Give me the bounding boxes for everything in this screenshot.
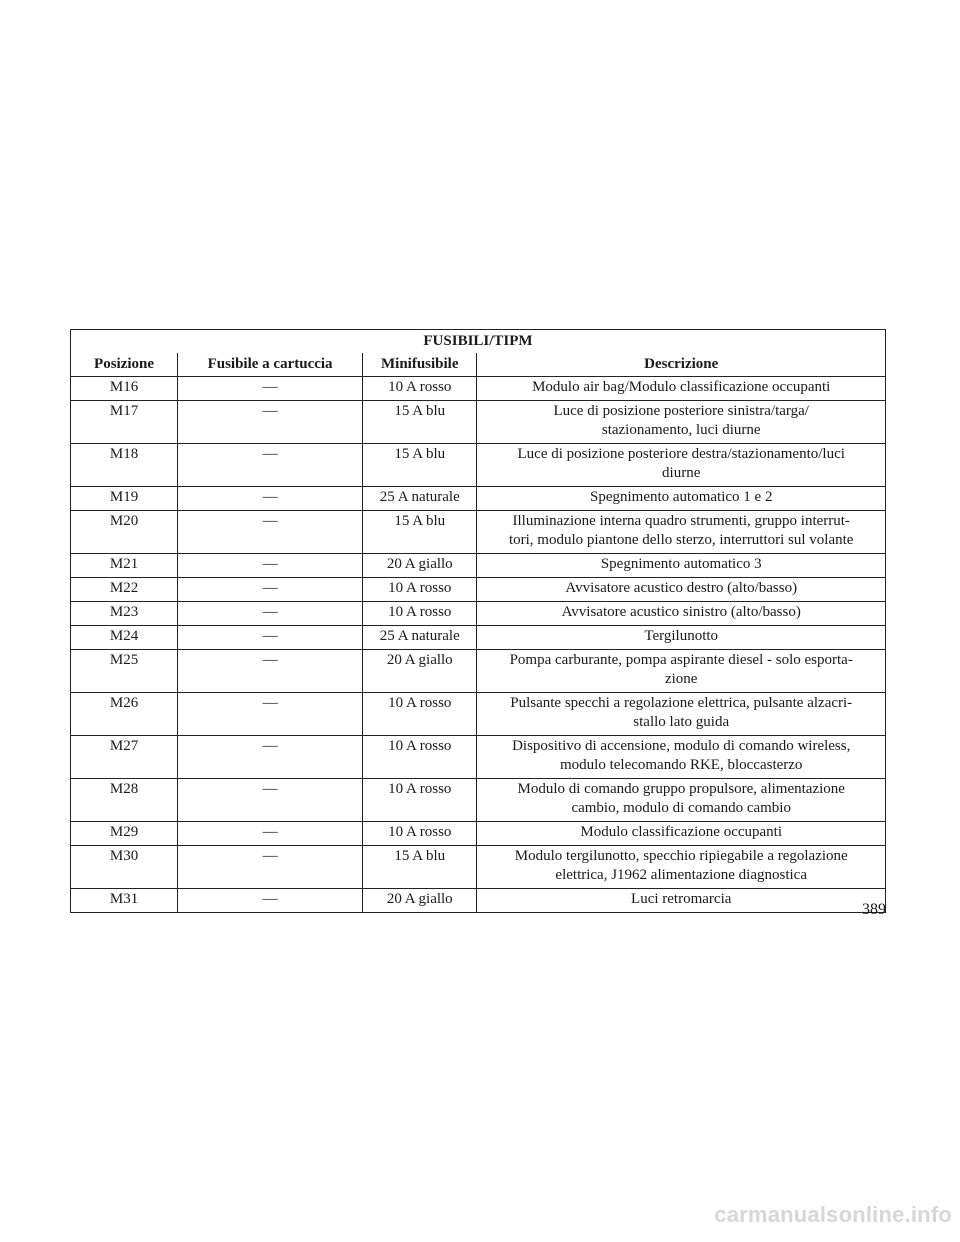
description-line: Pulsante specchi a regolazione elettrica, pulsante alzacri- (510, 695, 853, 711)
page-number: 389 (862, 901, 886, 918)
cell-fusibile-cartuccia: — (178, 822, 363, 846)
cell-minifusibile: 25 A naturale (363, 626, 477, 650)
cell-posizione: M24 (71, 626, 178, 650)
cell-posizione: M27 (71, 736, 178, 779)
cell-descrizione (477, 736, 886, 779)
cell-descrizione (477, 822, 886, 846)
description-line: zione (664, 671, 698, 687)
description-line: stazionamento, luci diurne (601, 422, 761, 438)
cell-descrizione (477, 401, 886, 444)
table-row (71, 779, 886, 822)
cell-minifusibile: 10 A rosso (363, 779, 477, 822)
description-line: Illuminazione interna quadro strumenti, gruppo interrut- (512, 513, 850, 529)
cell-minifusibile: 20 A giallo (363, 650, 477, 693)
cell-fusibile-cartuccia: — (178, 602, 363, 626)
table-row (71, 626, 886, 650)
description-line: Luce di posizione posteriore destra/stazionamento/luci (517, 446, 845, 462)
cell-minifusibile: 15 A blu (363, 401, 477, 444)
watermark: carmanualsonline.info (714, 1202, 952, 1227)
header-fusibile-cartuccia: Fusibile a cartuccia (178, 353, 363, 377)
cell-fusibile-cartuccia: — (178, 693, 363, 736)
description-line: stallo lato guida (633, 714, 730, 730)
cell-minifusibile: 10 A rosso (363, 377, 477, 401)
cell-descrizione (477, 377, 886, 401)
cell-posizione: M28 (71, 779, 178, 822)
cell-descrizione (477, 779, 886, 822)
cell-fusibile-cartuccia: — (178, 626, 363, 650)
cell-posizione: M18 (71, 444, 178, 487)
cell-fusibile-cartuccia: — (178, 444, 363, 487)
cell-descrizione (477, 444, 886, 487)
table-row (71, 511, 886, 554)
description-line: Luce di posizione posteriore sinistra/targa/ (553, 403, 809, 419)
description-line: tori, modulo piantone dello sterzo, interruttori sul volante (508, 532, 854, 548)
cell-descrizione (477, 889, 886, 913)
table-row (71, 602, 886, 626)
table-row (71, 693, 886, 736)
description-line: Tergilunotto (644, 628, 719, 644)
description-line: Modulo air bag/Modulo classificazione occupanti (532, 379, 831, 395)
header-minifusibile: Minifusibile (363, 353, 477, 377)
table-title: FUSIBILI/TIPM (71, 330, 886, 354)
table-row (71, 822, 886, 846)
cell-fusibile-cartuccia: — (178, 511, 363, 554)
description-line: Luci retromarcia (631, 891, 732, 907)
cell-posizione: M19 (71, 487, 178, 511)
description-line: Pompa carburante, pompa aspirante diesel - solo esporta- (509, 652, 853, 668)
cell-posizione: M16 (71, 377, 178, 401)
cell-posizione: M20 (71, 511, 178, 554)
table-row (71, 736, 886, 779)
cell-posizione: M21 (71, 554, 178, 578)
table-body (71, 377, 886, 913)
table-header-row (71, 353, 886, 377)
cell-fusibile-cartuccia: — (178, 487, 363, 511)
table-row (71, 444, 886, 487)
description-line: Modulo classificazione occupanti (580, 824, 783, 840)
cell-fusibile-cartuccia: — (178, 846, 363, 889)
cell-posizione: M30 (71, 846, 178, 889)
description-line: Avvisatore acustico destro (alto/basso) (565, 580, 798, 596)
table-row (71, 650, 886, 693)
description-line: Spegnimento automatico 1 e 2 (589, 489, 773, 505)
table-row (71, 554, 886, 578)
description-line: Spegnimento automatico 3 (600, 556, 762, 572)
cell-descrizione (477, 578, 886, 602)
table-row (71, 846, 886, 889)
description-line: Modulo tergilunotto, specchio ripiegabile a regolazione (514, 848, 848, 864)
cell-minifusibile: 10 A rosso (363, 602, 477, 626)
cell-minifusibile: 15 A blu (363, 511, 477, 554)
cell-minifusibile: 20 A giallo (363, 889, 477, 913)
description-line: cambio, modulo di comando cambio (571, 800, 791, 816)
cell-descrizione (477, 554, 886, 578)
cell-descrizione (477, 693, 886, 736)
table-row (71, 578, 886, 602)
cell-fusibile-cartuccia: — (178, 736, 363, 779)
cell-minifusibile: 10 A rosso (363, 822, 477, 846)
cell-descrizione (477, 650, 886, 693)
description-line: Modulo di comando gruppo propulsore, alimentazione (517, 781, 845, 797)
cell-fusibile-cartuccia: — (178, 779, 363, 822)
cell-minifusibile: 10 A rosso (363, 693, 477, 736)
description-line: diurne (662, 465, 701, 481)
cell-minifusibile: 15 A blu (363, 444, 477, 487)
cell-descrizione (477, 846, 886, 889)
fuse-table (70, 329, 886, 913)
table-row (71, 401, 886, 444)
cell-fusibile-cartuccia: — (178, 554, 363, 578)
cell-minifusibile: 25 A naturale (363, 487, 477, 511)
cell-minifusibile: 10 A rosso (363, 578, 477, 602)
header-posizione: Posizione (71, 353, 178, 377)
table-row (71, 377, 886, 401)
description-line: Dispositivo di accensione, modulo di comando wireless, (512, 738, 851, 754)
cell-descrizione (477, 626, 886, 650)
cell-posizione: M17 (71, 401, 178, 444)
cell-minifusibile: 20 A giallo (363, 554, 477, 578)
cell-fusibile-cartuccia: — (178, 889, 363, 913)
cell-posizione: M22 (71, 578, 178, 602)
description-line: modulo telecomando RKE, bloccasterzo (560, 757, 803, 773)
description-line: Avvisatore acustico sinistro (alto/basso) (561, 604, 801, 620)
cell-fusibile-cartuccia: — (178, 401, 363, 444)
cell-posizione: M26 (71, 693, 178, 736)
cell-descrizione (477, 602, 886, 626)
cell-minifusibile: 10 A rosso (363, 736, 477, 779)
header-descrizione: Descrizione (477, 353, 886, 377)
cell-fusibile-cartuccia: — (178, 650, 363, 693)
table-row (71, 889, 886, 913)
cell-posizione: M31 (71, 889, 178, 913)
description-line: elettrica, J1962 alimentazione diagnostica (555, 867, 807, 883)
cell-fusibile-cartuccia: — (178, 578, 363, 602)
cell-posizione: M29 (71, 822, 178, 846)
cell-descrizione (477, 487, 886, 511)
cell-minifusibile: 15 A blu (363, 846, 477, 889)
cell-descrizione (477, 511, 886, 554)
cell-fusibile-cartuccia: — (178, 377, 363, 401)
table-row (71, 487, 886, 511)
cell-posizione: M25 (71, 650, 178, 693)
cell-posizione: M23 (71, 602, 178, 626)
